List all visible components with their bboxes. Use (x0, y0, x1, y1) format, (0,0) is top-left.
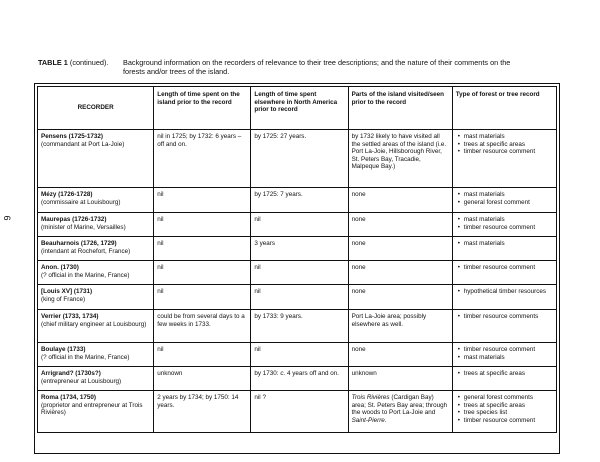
table-caption (38, 58, 558, 77)
time-na-cell: by 1725: 27 years. (251, 130, 348, 188)
recorder-role: (intendant at Rochefort, France) (41, 247, 131, 255)
table-row (38, 237, 557, 261)
parts-cell: none (348, 343, 452, 367)
recorder-name: Maurepas (1726-1732) (41, 216, 107, 223)
recorder-name: Mézy (1726-1728) (41, 191, 93, 198)
recorder-cell (38, 285, 154, 310)
types-cell (452, 343, 556, 367)
type-item: • hypothetical timber resources (458, 288, 553, 296)
type-item: • general forest comments (458, 394, 553, 402)
type-item: • timber resource comment (458, 224, 553, 232)
type-item: • timber resource comment (458, 264, 553, 272)
recorder-cell (38, 391, 154, 433)
time-island-cell: nil (154, 261, 251, 285)
time-island-cell: nil (154, 213, 251, 237)
recorder-cell (38, 213, 154, 237)
parts-cell: none (348, 188, 452, 213)
parts-cell: Port La-Joie area; possibly elsewhere as well. (348, 310, 452, 343)
time-na-cell: nil ? (251, 391, 348, 433)
types-cell (452, 285, 556, 310)
parts-cell: unknown (348, 367, 452, 391)
header-recorder: RECORDER (38, 87, 154, 130)
recorder-role: (minister of Marine, Versailles) (41, 223, 126, 231)
table-row (38, 261, 557, 285)
types-cell (452, 261, 556, 285)
caption-line-2: forests and/or trees of the island. (123, 67, 230, 77)
header-record-type: Type of forest or tree record (452, 87, 556, 130)
table-row (38, 213, 557, 237)
caption-line-1: Background information on the recorders of relevance to their tree descriptions; and the nature of their comments on the (123, 58, 511, 67)
type-item: • trees at specific areas (458, 141, 553, 149)
type-item: • trees at specific areas (458, 370, 553, 378)
caption-continued: (continued). (69, 58, 109, 67)
recorder-cell (38, 367, 154, 391)
type-item: • general forest comment (458, 199, 553, 207)
table-frame (34, 83, 560, 454)
types-cell (452, 188, 556, 213)
time-na-cell: nil (251, 261, 348, 285)
recorder-name: Beauharnois (1726, 1729) (41, 240, 117, 247)
type-item: • timber resource comment (458, 148, 553, 156)
time-island-cell: unknown (154, 367, 251, 391)
type-item: • mast materials (458, 216, 553, 224)
time-island-cell: nil (154, 237, 251, 261)
type-item: • mast materials (458, 240, 553, 248)
recorder-cell (38, 343, 154, 367)
table-row (38, 285, 557, 310)
recorder-cell (38, 130, 154, 188)
table-row (38, 367, 557, 391)
time-island-cell: 2 years by 1734; by 1750: 14 years. (154, 391, 251, 433)
types-cell (452, 237, 556, 261)
table-row (38, 310, 557, 343)
types-cell (452, 367, 556, 391)
type-item: • timber resource comment (458, 417, 553, 425)
time-na-cell: by 1730: c. 4 years off and on. (251, 367, 348, 391)
parts-cell: Trois Rivières (Cardigan Bay) area; St. Peters Bay area; through the woods to Port La-Joie and Saint-Pierre. (348, 391, 452, 433)
recorder-role: (chief military engineer at Louisbourg) (41, 320, 147, 328)
recorder-role: (proprietor and entrepreneur at Trois Rivières) (41, 401, 143, 417)
types-cell (452, 213, 556, 237)
type-item: • mast materials (458, 133, 553, 141)
table-row (38, 391, 557, 433)
recorder-cell (38, 188, 154, 213)
page-number: 6 (2, 215, 12, 221)
recorder-cell (38, 310, 154, 343)
recorder-role: (? official in the Marine, France) (41, 271, 130, 279)
table-row (38, 343, 557, 367)
table-row (38, 130, 557, 188)
header-time-in-north-america: Length of time spent elsewhere in North America prior to record (251, 87, 348, 130)
type-item: • mast materials (458, 354, 553, 362)
time-na-cell: nil (251, 213, 348, 237)
parts-cell: none (348, 285, 452, 310)
recorder-name: Verrier (1733, 1734) (41, 313, 99, 320)
recorder-role: (entrepreneur at Louisbourg) (41, 377, 122, 385)
time-na-cell: nil (251, 343, 348, 367)
type-item: • timber resource comment (458, 346, 553, 354)
type-item: • tree species list (458, 409, 553, 417)
recorder-role: (king of France) (41, 295, 86, 303)
caption-label: TABLE 1 (38, 58, 68, 67)
recorder-name: Roma (1734, 1750) (41, 394, 96, 401)
recorder-cell (38, 261, 154, 285)
types-cell (452, 130, 556, 188)
parts-cell: none (348, 261, 452, 285)
header-time-on-island: Length of time spent on the island prior to the record (154, 87, 251, 130)
recorder-name: Arrigrand? (1730s?) (41, 370, 101, 377)
parts-cell: by 1732 likely to have visited all the settled areas of the island (i.e. Port La-Joie, Hillsborough River, St. Peters Bay, Tracadie, Malpeque Bay.) (348, 130, 452, 188)
time-island-cell: nil (154, 188, 251, 213)
header-parts-visited: Parts of the island visited/seen prior to the record (348, 87, 452, 130)
time-island-cell: nil (154, 343, 251, 367)
time-island-cell: nil (154, 285, 251, 310)
types-cell (452, 310, 556, 343)
type-item: • mast materials (458, 191, 553, 199)
types-cell (452, 391, 556, 433)
parts-cell: none (348, 213, 452, 237)
table-row (38, 188, 557, 213)
time-island-cell: could be from several days to a few weeks in 1733. (154, 310, 251, 343)
recorder-name: Pensens (1725-1732) (41, 133, 103, 140)
table-header-row (38, 87, 557, 130)
recorders-table (37, 86, 557, 433)
time-na-cell: nil (251, 285, 348, 310)
recorder-name: Anon. (1730) (41, 264, 79, 271)
recorder-role: (? official in the Marine, France) (41, 353, 130, 361)
recorder-role: (commissaire at Louisbourg) (41, 198, 121, 206)
recorder-role: (commandant at Port La-Joie) (41, 140, 125, 148)
time-na-cell: 3 years (251, 237, 348, 261)
type-item: • trees at specific areas (458, 402, 553, 410)
time-na-cell: by 1725: 7 years. (251, 188, 348, 213)
recorder-name: [Louis XV] (1731) (41, 288, 93, 295)
time-island-cell: nil in 1725; by 1732: 6 years – off and on. (154, 130, 251, 188)
parts-cell: none (348, 237, 452, 261)
recorder-cell (38, 237, 154, 261)
time-na-cell: by 1733: 9 years. (251, 310, 348, 343)
type-item: • timber resource comments (458, 313, 553, 321)
recorder-name: Boulaye (1733) (41, 346, 86, 353)
